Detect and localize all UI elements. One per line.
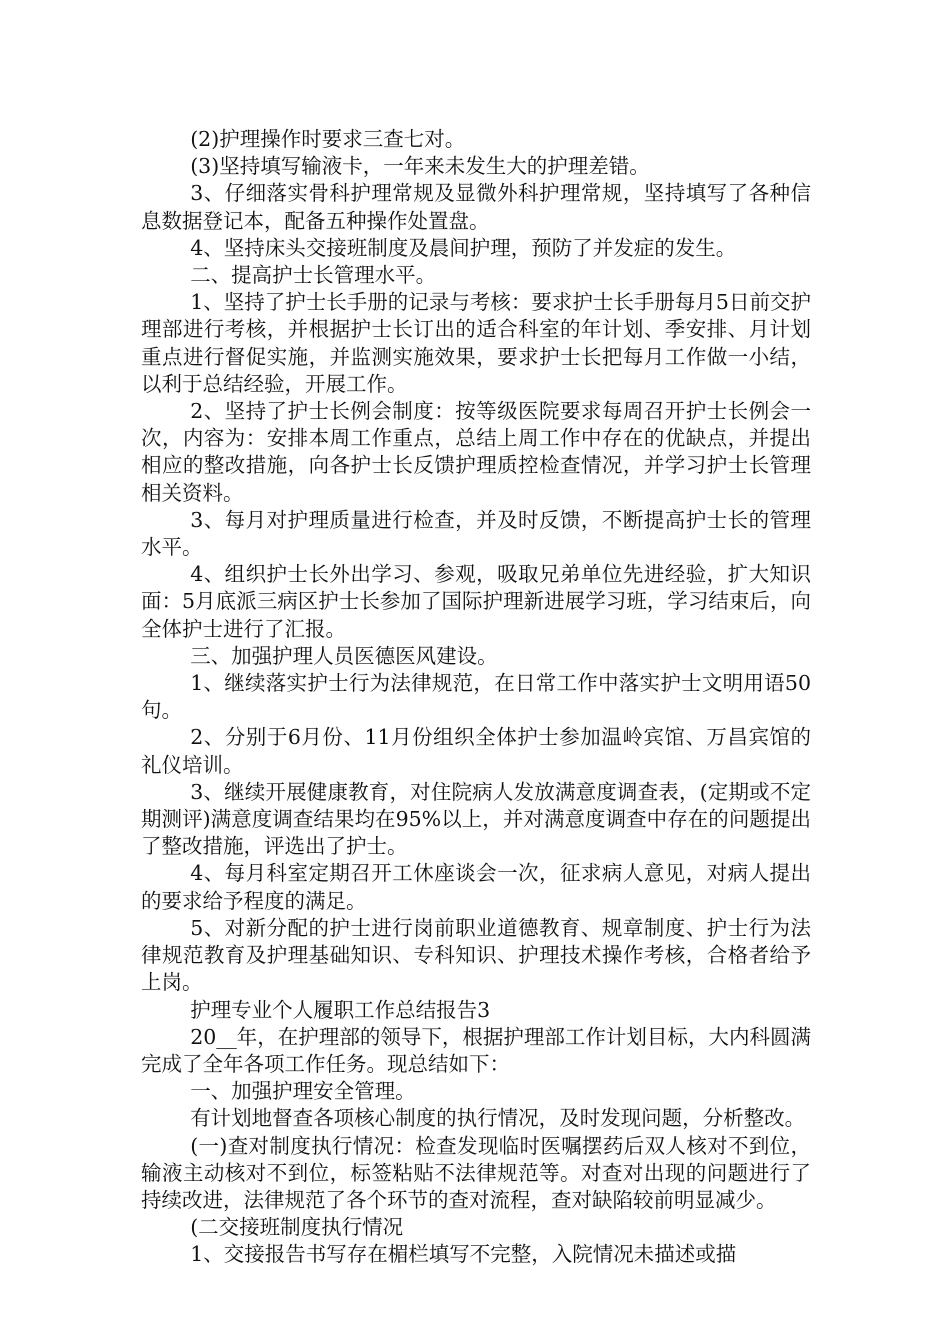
paragraph: (3)坚持填写输液卡，一年来未发生大的护理差错。 (190, 154, 650, 179)
paragraph: 3、仔细落实骨科护理常规及显微外科护理常规，坚持填写了各种信息数据登记本，配备五种操作处置盘。 (141, 181, 811, 233)
paragraph: 1、交接报告书写存在楣栏填写不完整，入院情况未描述或描 (190, 1242, 737, 1267)
paragraph: 4、坚持床头交接班制度及晨间护理，预防了并发症的发生。 (190, 235, 737, 260)
paragraph: 1、继续落实护士行为法律规范，在日常工作中落实护士文明用语50句。 (141, 671, 811, 723)
paragraph: 2、分别于6月份、11月份组织全体护士参加温岭宾馆、万昌宾馆的礼仪培训。 (141, 725, 811, 777)
section-heading: 一、加强护理安全管理。 (190, 1079, 416, 1104)
paragraph: 2、坚持了护士长例会制度：按等级医院要求每周召开护士长例会一次，内容为：安排本周工作重点，总结上周工作中存在的优缺点，并提出相应的整改措施，向各护士长反馈护理质控检查情况，并学习护士长管理相关资料。 (141, 399, 811, 505)
document-body (141, 126, 811, 1269)
paragraph: 4、组织护士长外出学习、参观，吸取兄弟单位先进经验，扩大知识面：5月底派三病区护士长参加了国际护理新进展学习班，学习结束后，向全体护士进行了汇报。 (141, 562, 811, 641)
paragraph: (2)护理操作时要求三查七对。 (190, 127, 466, 151)
report-title: 护理专业个人履职工作总结报告3 (190, 997, 491, 1022)
paragraph: (一)查对制度执行情况：检查发现临时医嘱摆药后双人核对不到位，输液主动核对不到位，标签粘贴不法律规范等。对查对出现的问题进行了持续改进，法律规范了各个环节的查对流程，查对缺陷较前明显减少。 (141, 1133, 811, 1212)
paragraph: 20__年，在护理部的领导下，根据护理部工作计划目标，大内科圆满完成了全年各项工作任务。现总结如下： (141, 1024, 811, 1076)
paragraph: 1、坚持了护士长手册的记录与考核：要求护士长手册每月5日前交护理部进行考核，并根据护士长订出的适合科室的年计划、季安排、月计划重点进行督促实施，并监测实施效果，要求护士长把每月工作做一小结，以利于总结经验，开展工作。 (141, 290, 811, 396)
paragraph: 4、每月科室定期召开工休座谈会一次，征求病人意见，对病人提出的要求给予程度的满足。 (141, 861, 811, 913)
paragraph: 3、继续开展健康教育，对住院病人发放满意度调查表，(定期或不定期测评)满意度调查结果均在95%以上，并对满意度调查中存在的问题提出了整改措施，评选出了护士。 (141, 779, 811, 859)
section-heading: 三、加强护理人员医德医风建设。 (190, 643, 498, 668)
paragraph: 有计划地督查各项核心制度的执行情况，及时发现问题，分析整改。 (190, 1106, 806, 1131)
paragraph: 5、对新分配的护士进行岗前职业道德教育、规章制度、护士行为法律规范教育及护理基础知识、专科知识、护理技术操作考核，合格者给予上岗。 (141, 915, 811, 995)
section-heading: 二、提高护士长管理水平。 (190, 263, 437, 288)
subsection-heading: (二交接班制度执行情况 (190, 1215, 404, 1240)
paragraph: 3、每月对护理质量进行检查，并及时反馈，不断提高护士长的管理水平。 (141, 507, 811, 560)
